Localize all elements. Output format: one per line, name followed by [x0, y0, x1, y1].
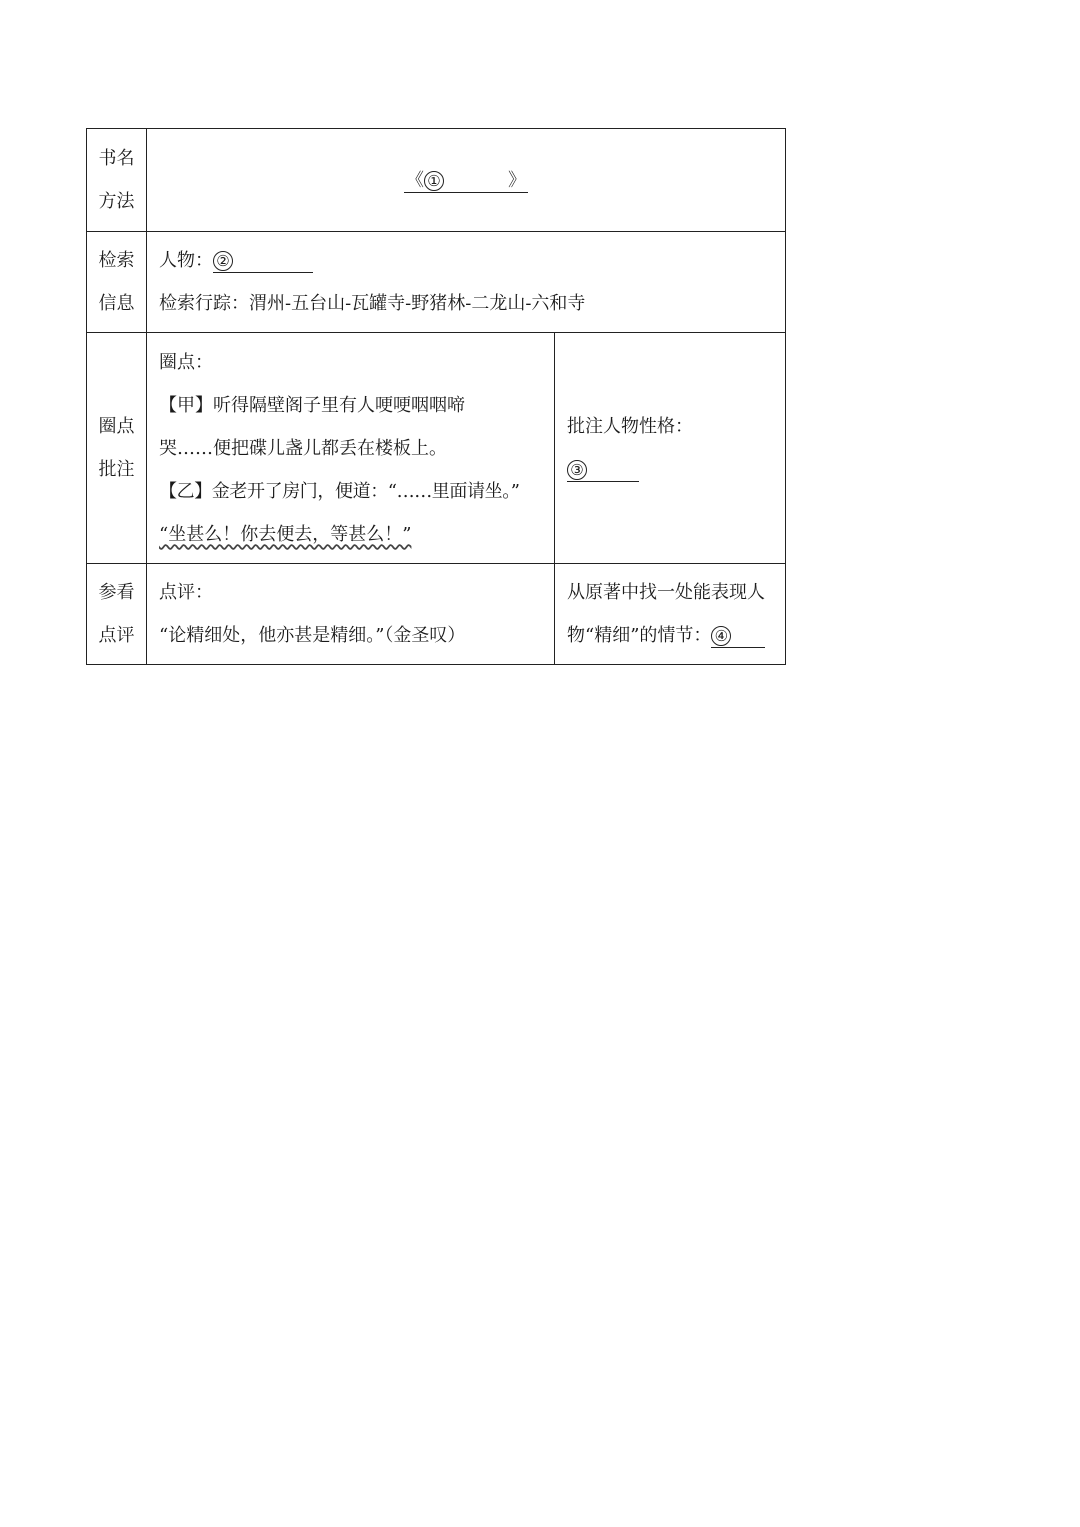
table-row-annotate — [87, 333, 785, 564]
person-prefix: 人物： — [159, 250, 213, 271]
excerpt-jia-line2: 哭……便把碟儿盏儿都丢在楼板上。 — [159, 437, 447, 459]
excerpt-yi-line1: 【乙】金老开了房门，便道：“……里面请坐。” — [159, 480, 520, 502]
comment-blank[interactable] — [567, 459, 639, 482]
row-label-review — [87, 564, 147, 664]
person-blank[interactable] — [213, 250, 313, 273]
comment-heading: 批注人物性格： — [567, 416, 693, 437]
label-line: 检索 — [98, 250, 135, 271]
task-line1: 从原著中找一处能表现人 — [567, 582, 765, 603]
task-cell — [555, 564, 785, 664]
label-line: 方法 — [98, 191, 135, 212]
label-line: 书名 — [98, 148, 135, 169]
review-quote: “论精细处，他亦甚是精细。”（金圣叹） — [159, 625, 466, 646]
excerpt-jia-line1: 【甲】听得隔壁阁子里有人哽哽咽咽啼 — [159, 394, 465, 416]
book-open-bracket: 《 — [406, 169, 424, 191]
book-close-bracket: 》 — [508, 169, 526, 191]
review-cell — [147, 564, 555, 664]
row-label-book-title — [87, 129, 147, 231]
blank-number-4: ④ — [711, 626, 731, 646]
route-text: 检索行踪：渭州-五台山-瓦罐寺-野猪林-二龙山-六和寺 — [159, 293, 586, 314]
row-label-search-info — [87, 232, 147, 332]
annotation-cell — [555, 333, 785, 563]
excerpt-yi-line2-wrap — [159, 513, 554, 556]
circle-heading: 圈点： — [159, 351, 213, 373]
label-line: 参看 — [98, 582, 135, 603]
review-heading: 点评： — [159, 582, 213, 603]
task-line2: 物“精细”的情节： — [567, 625, 712, 646]
person-line — [159, 239, 785, 282]
table-row-book-title — [87, 129, 785, 232]
label-line: 圈点 — [98, 416, 135, 437]
excerpt-cell — [147, 333, 555, 563]
excerpt-yi-line2: “坐甚么！你去便去，等甚么！” — [159, 523, 412, 545]
book-title-cell — [147, 129, 785, 231]
task-line2-wrap — [567, 614, 785, 657]
table-row-review — [87, 564, 785, 664]
blank-number-1: ① — [424, 171, 444, 191]
comment-answer-line — [567, 448, 785, 491]
book-title-blank[interactable] — [404, 170, 528, 193]
table-row-search-info — [87, 232, 785, 333]
reading-card-table — [86, 128, 786, 665]
label-line: 点评 — [98, 625, 135, 646]
task-blank[interactable] — [711, 625, 765, 648]
label-line: 批注 — [98, 459, 135, 480]
search-info-cell — [147, 232, 785, 332]
blank-number-3: ③ — [567, 460, 587, 480]
label-line: 信息 — [98, 293, 135, 314]
blank-number-2: ② — [213, 251, 233, 271]
row-label-annotate — [87, 333, 147, 563]
